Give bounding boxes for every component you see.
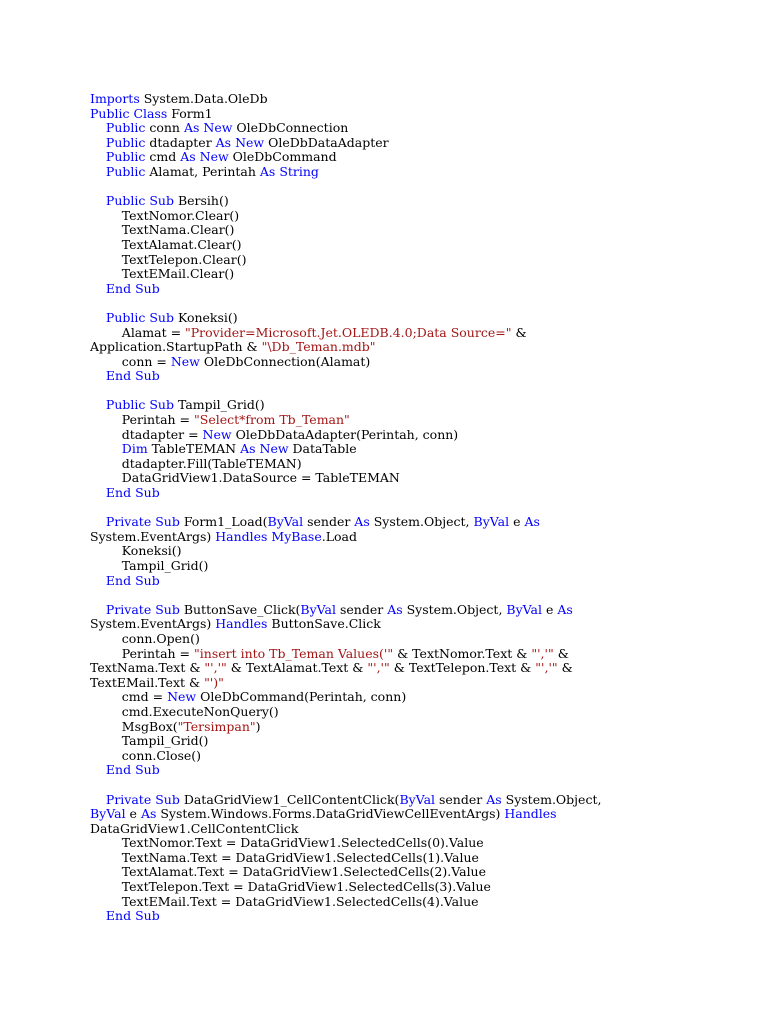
code-line: [90, 895, 750, 910]
code-line: [90, 471, 750, 486]
code-text: DataGridView1.DataSource = TableTEMAN: [90, 470, 400, 486]
code-line: [90, 763, 750, 778]
code-text: System.EventArgs): [90, 528, 216, 544]
code-line: [90, 617, 750, 632]
keyword-token: Public: [105, 193, 146, 209]
code-text: [90, 792, 106, 807]
code-line: [90, 486, 750, 501]
code-line: [90, 209, 750, 224]
keyword-token: Dim: [121, 441, 148, 457]
string-token: "','": [204, 660, 227, 676]
code-text: Tampil_Grid(): [173, 397, 265, 413]
code-text: [90, 573, 106, 588]
code-text: OleDbCommand(Perintah, conn): [196, 689, 407, 705]
keyword-token: Private: [105, 514, 152, 530]
code-line: [90, 442, 750, 457]
keyword-token: New: [170, 353, 200, 369]
keyword-token: Public: [105, 163, 146, 179]
code-line: [90, 574, 750, 589]
keyword-token: As: [354, 514, 370, 530]
code-line: [90, 107, 750, 122]
code-line: [90, 865, 750, 880]
code-line: [90, 180, 750, 195]
keyword-token: Public: [105, 397, 146, 413]
code-text: System.EventArgs): [90, 616, 216, 632]
keyword-token: End: [105, 762, 132, 778]
keyword-token: Handles: [215, 616, 268, 632]
keyword-token: Public: [105, 309, 146, 325]
code-line: [90, 282, 750, 297]
keyword-token: End: [105, 368, 132, 384]
code-text: TextNama.Text = DataGridView1.SelectedCells(1).Value: [90, 849, 479, 865]
code-text: OleDbCommand: [228, 149, 337, 165]
keyword-token: As: [557, 601, 573, 617]
code-text: DataGridView1.CellContentClick: [90, 820, 299, 836]
code-line: [90, 501, 750, 516]
code-text: [90, 135, 106, 150]
code-text: Alamat, Perintah: [145, 163, 260, 179]
code-text: conn.Close(): [90, 747, 202, 763]
string-token: "Provider=Microsoft.Jet.OLEDB.4.0;Data Source=": [185, 324, 512, 340]
code-line: [90, 749, 750, 764]
code-text: DataGridView1_CellContentClick(: [179, 791, 400, 807]
code-text: System.Object,: [402, 601, 507, 617]
keyword-token: Handles: [215, 528, 268, 544]
string-token: "','": [535, 660, 558, 676]
code-text: &: [511, 324, 527, 340]
string-token: "')": [204, 674, 224, 690]
keyword-token: New: [235, 134, 265, 150]
code-line: [90, 165, 750, 180]
code-text: .Load: [321, 528, 357, 544]
keyword-token: MyBase: [271, 528, 322, 544]
code-line: [90, 822, 750, 837]
code-text: OleDbDataAdapter: [264, 134, 389, 150]
keyword-token: As: [524, 514, 540, 530]
string-token: "','": [367, 660, 390, 676]
code-text: &: [553, 645, 569, 661]
string-token: "insert into Tb_Teman Values('": [194, 645, 394, 661]
string-token: "','": [531, 645, 554, 661]
code-text: TextNama.Text &: [90, 660, 205, 676]
code-text: [90, 602, 106, 617]
code-text: System.Object,: [501, 791, 602, 807]
code-text: OleDbConnection(Alamat): [199, 353, 371, 369]
keyword-token: New: [167, 689, 197, 705]
code-text: conn: [145, 120, 184, 136]
code-line: [90, 92, 750, 107]
code-text: OleDbDataAdapter(Perintah, conn): [231, 426, 459, 442]
code-line: [90, 690, 750, 705]
code-text: [90, 762, 106, 777]
code-line: [90, 588, 750, 603]
code-text: [90, 485, 106, 500]
code-text: DataTable: [288, 441, 357, 457]
code-line: [90, 413, 750, 428]
code-line: [90, 807, 750, 822]
keyword-token: Sub: [155, 514, 180, 530]
code-line: [90, 676, 750, 691]
code-text: System.Object,: [369, 514, 474, 530]
code-text: Form1: [167, 105, 213, 121]
code-text: [90, 514, 106, 529]
code-text: TextEMail.Text = DataGridView1.SelectedCells(4).Value: [90, 893, 479, 909]
keyword-token: ByVal: [267, 514, 304, 530]
code-line: [90, 544, 750, 559]
code-text: TableTEMAN: [147, 441, 241, 457]
code-line: [90, 603, 750, 618]
keyword-token: Sub: [149, 309, 174, 325]
code-line: [90, 705, 750, 720]
code-text: &: [557, 660, 573, 676]
string-token: "Tersimpan": [177, 718, 256, 734]
code-line: [90, 311, 750, 326]
code-text: TextEMail.Text &: [90, 674, 205, 690]
code-line: [90, 355, 750, 370]
keyword-token: ByVal: [90, 806, 126, 822]
code-line: [90, 793, 750, 808]
code-text: TextTelepon.Text = DataGridView1.SelectedCells(3).Value: [90, 879, 491, 895]
keyword-token: End: [105, 572, 132, 588]
code-line: [90, 836, 750, 851]
code-text: TextAlamat.Text = DataGridView1.SelectedCells(2).Value: [90, 864, 487, 880]
keyword-token: Sub: [135, 280, 160, 296]
code-text: ButtonSave_Click(: [179, 601, 301, 617]
code-text: conn =: [90, 353, 171, 369]
keyword-token: Sub: [135, 762, 160, 778]
code-text: [90, 908, 106, 923]
code-text: [90, 164, 106, 179]
string-token: "Select*from Tb_Teman": [194, 412, 350, 428]
code-text: cmd.ExecuteNonQuery(): [90, 703, 279, 719]
code-text: Application.StartupPath &: [90, 339, 262, 355]
code-text: e: [509, 514, 525, 530]
string-token: "\Db_Teman.mdb": [261, 339, 376, 355]
code-line: [90, 326, 750, 341]
code-text: ButtonSave.Click: [267, 616, 381, 632]
code-text: [90, 368, 106, 383]
code-text: [90, 281, 106, 296]
code-line: [90, 194, 750, 209]
code-text: [90, 193, 106, 208]
code-line: [90, 880, 750, 895]
code-text: cmd: [145, 149, 181, 165]
code-text: [90, 397, 106, 412]
code-line: [90, 150, 750, 165]
keyword-token: As: [486, 791, 502, 807]
code-text: [90, 149, 106, 164]
code-text: MsgBox(: [90, 718, 178, 734]
code-text: sender: [435, 791, 487, 807]
code-line: [90, 647, 750, 662]
code-text: TextAlamat.Clear(): [90, 236, 242, 252]
code-line: [90, 559, 750, 574]
code-text: System.Windows.Forms.DataGridViewCellEventArgs): [156, 806, 505, 822]
code-line: [90, 340, 750, 355]
keyword-token: Public: [105, 120, 146, 136]
keyword-token: Sub: [155, 601, 180, 617]
code-line: [90, 267, 750, 282]
code-text: & TextNomor.Text &: [393, 645, 532, 661]
keyword-token: End: [105, 908, 132, 924]
code-line: [90, 661, 750, 676]
keyword-token: Public: [105, 134, 146, 150]
code-line: [90, 398, 750, 413]
code-text: & TextTelepon.Text &: [389, 660, 536, 676]
code-line: [90, 632, 750, 647]
code-text: TextNomor.Text = DataGridView1.SelectedCells(0).Value: [90, 835, 484, 851]
keyword-token: Imports: [90, 91, 140, 106]
code-text: conn.Open(): [90, 630, 200, 646]
code-text: cmd =: [90, 689, 168, 705]
code-line: [90, 734, 750, 749]
code-line: [90, 296, 750, 311]
keyword-token: Sub: [135, 908, 160, 924]
code-text: TextNama.Clear(): [90, 222, 235, 238]
code-line: [90, 720, 750, 735]
code-text: Tampil_Grid(): [90, 558, 209, 573]
code-line: [90, 369, 750, 384]
keyword-token: As: [140, 806, 157, 822]
keyword-token: End: [105, 485, 132, 501]
keyword-token: As: [259, 163, 276, 179]
keyword-token: As: [387, 601, 403, 617]
keyword-token: As: [240, 441, 256, 457]
code-text: Bersih(): [173, 193, 229, 209]
code-line: [90, 515, 750, 530]
keyword-token: Sub: [135, 368, 160, 384]
keyword-token: ByVal: [300, 601, 336, 617]
code-text: TextEMail.Clear(): [90, 266, 235, 282]
keyword-token: Sub: [135, 485, 160, 501]
code-text: [90, 441, 122, 456]
code-text: dtadapter.Fill(TableTEMAN): [90, 455, 302, 471]
code-text: [90, 120, 106, 135]
code-text: TextNomor.Clear(): [90, 207, 240, 223]
keyword-token: ByVal: [473, 514, 510, 530]
code-line: [90, 530, 750, 545]
keyword-token: Sub: [155, 791, 180, 807]
keyword-token: New: [199, 149, 229, 165]
code-line: [90, 238, 750, 253]
code-line: [90, 223, 750, 238]
code-line: [90, 851, 750, 866]
keyword-token: Private: [105, 601, 152, 617]
keyword-token: Handles: [504, 806, 557, 822]
code-text: dtadapter =: [90, 426, 203, 442]
code-text: System.Data.OleDb: [139, 91, 268, 106]
code-text: sender: [336, 601, 388, 617]
code-text: Koneksi(): [173, 309, 238, 325]
code-text: Form1_Load(: [179, 514, 268, 530]
code-text: Alamat =: [90, 324, 186, 340]
code-text: Perintah =: [90, 645, 195, 661]
code-text: sender: [303, 514, 355, 530]
code-text: e: [125, 806, 141, 822]
code-line: [90, 121, 750, 136]
code-listing: [90, 92, 750, 924]
code-text: Perintah =: [90, 412, 195, 428]
code-text: dtadapter: [145, 134, 216, 150]
code-text: e: [541, 601, 558, 617]
code-text: Tampil_Grid(): [90, 733, 209, 749]
code-text: & TextAlamat.Text &: [226, 660, 368, 676]
code-line: [90, 384, 750, 399]
keyword-token: New: [203, 120, 233, 136]
keyword-token: String: [279, 163, 319, 179]
code-line: [90, 457, 750, 472]
code-line: [90, 909, 750, 924]
code-text: TextTelepon.Clear(): [90, 251, 247, 267]
code-text: ): [255, 718, 261, 734]
keyword-token: Sub: [149, 193, 174, 209]
keyword-token: Sub: [135, 572, 160, 588]
code-line: [90, 136, 750, 151]
keyword-token: As: [215, 134, 232, 150]
keyword-token: As: [180, 149, 196, 165]
keyword-token: End: [105, 280, 132, 296]
keyword-token: Sub: [149, 397, 174, 413]
keyword-token: As: [183, 120, 200, 136]
code-line: [90, 778, 750, 793]
keyword-token: New: [202, 426, 232, 442]
code-line: [90, 253, 750, 268]
code-text: OleDbConnection: [232, 120, 349, 136]
keyword-token: Class: [133, 105, 168, 121]
code-line: [90, 428, 750, 443]
keyword-token: ByVal: [399, 791, 436, 807]
code-text: [90, 310, 106, 325]
keyword-token: Private: [105, 791, 152, 807]
code-text: Koneksi(): [90, 543, 182, 559]
keyword-token: Public: [105, 149, 146, 165]
keyword-token: New: [259, 441, 289, 457]
keyword-token: ByVal: [506, 601, 542, 617]
keyword-token: Public: [90, 105, 130, 121]
